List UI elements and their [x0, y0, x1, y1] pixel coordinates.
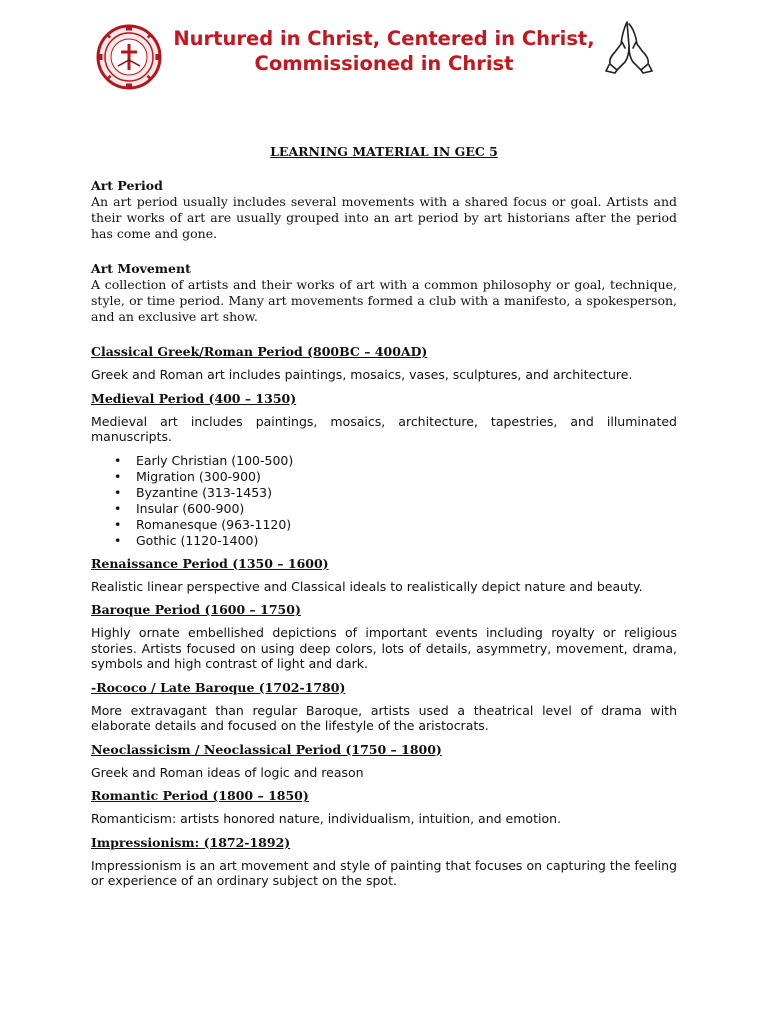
document-title: LEARNING MATERIAL IN GEC 5	[270, 144, 498, 159]
term-art-period: Art Period	[91, 178, 163, 193]
period-desc-baroque: Highly ornate embellished depictions of important events including royalty or religious stories. Artists focused on using deep colors, lots of details, asymmetry, movement, drama, symbols and high contrast of light and dark.	[91, 625, 677, 671]
period-title-renaissance: Renaissance Period (1350 – 1600)	[91, 555, 329, 571]
period-title-rococo: -Rococo / Late Baroque (1702-1780)	[91, 679, 346, 695]
list-item: • Gothic (1120-1400)	[136, 533, 677, 549]
list-item: • Romanesque (963-1120)	[136, 517, 677, 533]
period-title-classical: Classical Greek/Roman Period (800BC – 400AD)	[91, 344, 428, 359]
praying-hands-icon	[603, 18, 655, 74]
medieval-subperiod-list	[91, 453, 677, 549]
list-item: • Insular (600-900)	[136, 501, 677, 517]
list-item: • Migration (300-900)	[136, 469, 677, 485]
definition-art-period: An art period usually includes several movements with a shared focus or goal. Artists and their works of art are usually grouped into an art period by art historians after the period has come and gone.	[91, 194, 677, 241]
period-desc-rococo: More extravagant than regular Baroque, artists used a theatrical level of drama with elaborate details and focused on the lifestyle of the aristocrats.	[91, 702, 677, 733]
document-body	[91, 144, 677, 897]
period-desc-impressionism: Impressionism is an art movement and style of painting that focuses on capturing the feeling or experience of an ordinary subject on the spot.	[91, 857, 677, 888]
list-item: • Byzantine (313-1453)	[136, 485, 677, 501]
list-item: • Early Christian (100-500)	[136, 453, 677, 469]
period-desc-medieval: Medieval art includes paintings, mosaics, architecture, tapestries, and illuminated manuscripts.	[91, 413, 677, 444]
period-desc-classical: Greek and Roman art includes paintings, mosaics, vases, sculptures, and architecture.	[91, 367, 633, 382]
period-desc-romantic: Romanticism: artists honored nature, individualism, intuition, and emotion.	[91, 811, 561, 826]
period-title-baroque: Baroque Period (1600 – 1750)	[91, 602, 301, 617]
motto-line-1: Nurtured in Christ, Centered in Christ,	[173, 27, 595, 50]
letterhead	[0, 0, 768, 100]
school-seal-icon	[96, 24, 162, 90]
period-title-romantic: Romantic Period (1800 – 1850)	[91, 788, 309, 803]
definition-art-movement: A collection of artists and their works of art with a common philosophy or goal, technique, style, or time period. Many art movements formed a club with a manifesto, a spokesperson, and an exclusive art show.	[91, 277, 677, 324]
period-title-medieval: Medieval Period (400 – 1350)	[91, 390, 297, 406]
motto-line-2: Commissioned in Christ	[254, 52, 514, 75]
period-title-neoclassicism: Neoclassicism / Neoclassical Period (1750 – 1800)	[91, 741, 442, 757]
term-art-movement: Art Movement	[91, 261, 191, 276]
period-title-impressionism: Impressionism: (1872-1892)	[91, 834, 291, 850]
period-desc-renaissance: Realistic linear perspective and Classical ideals to realistically depict nature and beauty.	[91, 578, 643, 594]
period-desc-neoclassicism: Greek and Roman ideas of logic and reason	[91, 764, 364, 780]
school-motto	[168, 26, 600, 76]
